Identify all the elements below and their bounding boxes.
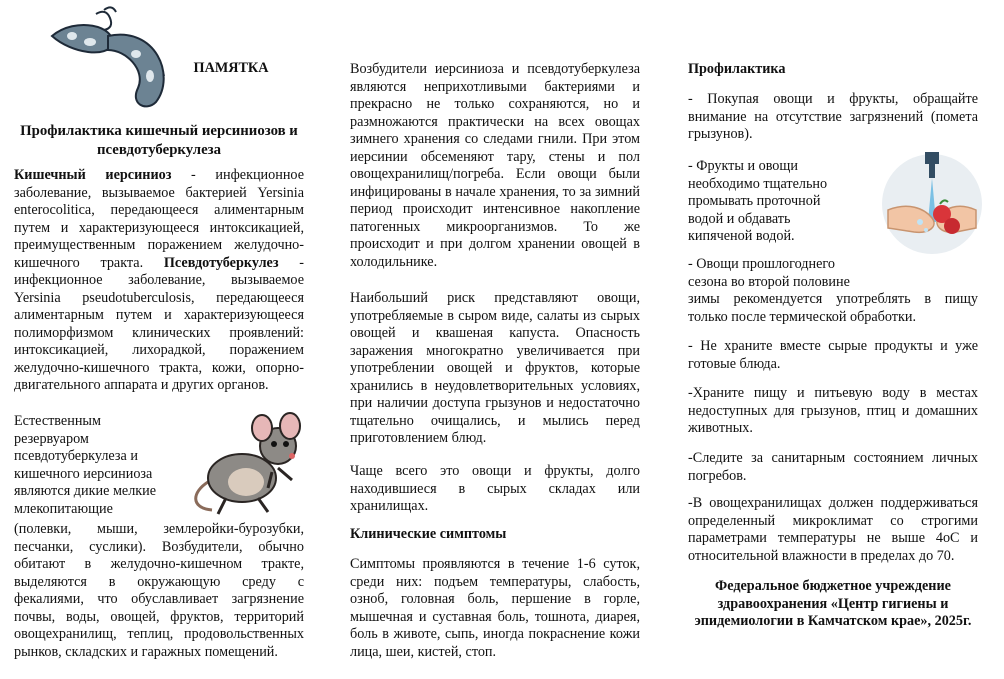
memo-title: ПАМЯТКА — [193, 60, 269, 76]
column-1 — [14, 0, 304, 679]
footer-institution: Федеральное бюджетное учреждение здравоохранения «Центр гигиены и эпидемиологии в Камчатском крае», 2025г. — [694, 578, 972, 629]
prevention-item-2: - Фрукты и овощи необходимо тщательно промывать проточной водой и обдавать кипяченой водой. — [688, 158, 828, 244]
prevention-item-3: - Овощи прошлогоднего сезона во второй половине зимы рекомендуется употреблять в пищу только после термической обработки. — [688, 256, 978, 325]
prevention-item-1: - Покупая овощи и фрукты, обращайте внимание на отсутствие загрязнений (помета грызунов). — [688, 91, 978, 142]
reservoir-paragraph: (полевки, мыши, землеройки-бурозубки, песчанки, суслики). Возбудители, обычно обитают в желудочно-кишечном тракте, выделяются в окружающую среду с фекалиями, что обуславливает загрязнение почвы, воды, овощей, фруктов, территорий овощехранилищ, теплиц, продовольственных рынков, складских и гаражных помещений. — [14, 521, 304, 660]
prevention-item-4: - Не храните вместе сырые продукты и уже готовые блюда. — [688, 338, 978, 372]
column-2 — [350, 0, 640, 679]
prevention-item-5: -Храните пищу и питьевую воду в местах недоступных для грызунов, птиц и домашних животных. — [688, 385, 978, 436]
main-title: Профилактика кишечный иерсиниозов и псевдотуберкулеза — [20, 123, 298, 158]
definitions-paragraph: Кишечный иерсиниоз - инфекционное заболевание, вызываемое бактерией Yersinia enterocolitica, передающееся алиментарным путем и характеризующееся интоксикацией, преимущественным поражением желудочно-кишечного тракта. Псевдотуберкулез - инфекционное заболевание, вызываемое Yersinia pseudotuberculosis, передающееся алиментарным путем и характеризующееся полиморфизмом клинических проявлений: интоксикацией, лихорадкой, поражением желудочно-кишечного тракта, кожи, опорно-двигательного аппарата и других органов. — [14, 167, 305, 393]
col2-paragraph-1: Возбудители иерсиниоза и псевдотуберкулеза являются неприхотливыми бактериями и прекрасно не только сохраняются, но и размножаются практически на всех овощах зимнего хранения со следами гнили. При этом иерсинии обсеменяют тару, стены и пол овощехранилищ/погреба. Если овощи были инфицированы в начале хранения, то за зимний период происходит интенсивное накопление патогенных микроорганизмов. То же происходит и при долгом хранении овощей в холодильнике. — [350, 61, 640, 270]
hand-washing-illustration — [880, 152, 984, 256]
prevention-heading: Профилактика — [688, 61, 786, 77]
prevention-item-7: -В овощехранилищах должен поддерживаться определенный микроклимат со строгими параметрами температуры не выше 4оС и относительной влажности в пределах до 70. — [688, 495, 978, 564]
definition-term-pseudotuberculosis: Псевдотуберкулез — [163, 254, 279, 271]
bacteria-icon — [46, 6, 186, 116]
definition-term-yersiniosis: Кишечный иерсиниоз — [14, 167, 172, 183]
rat-illustration — [188, 412, 308, 520]
symptoms-heading: Клинические симптомы — [350, 526, 507, 542]
prevention-item-6: -Следите за санитарным состоянием личных погребов. — [688, 450, 978, 484]
symptoms-paragraph: Симптомы проявляются в течение 1-6 суток, среди них: подъем температуры, слабость, озноб, головная боль, першение в горле, мышечная и суставная боль, тошнота, диарея, боль в животе, сыпь, иногда покраснение кожи лица, шеи, кистей, стоп. — [350, 556, 640, 660]
col2-paragraph-2: Наибольший риск представляют овощи, употребляемые в сыром виде, салаты из сырых овощей и квашеная капуста. Опасность заражения многократно увеличивается при употреблении овощей и фруктов, которые хранились в неудовлетворительных условиях, при наличии доступа грызунов и недостаточно тщательно очищались, и мылись перед приготовлением блюд. — [350, 290, 640, 446]
reservoir-intro: Естественным резервуаром псевдотуберкулеза и кишечного иерсиниоза являются дикие мелкие млекопитающие — [14, 413, 157, 517]
col2-paragraph-3: Чаще всего это овощи и фрукты, долго находившиеся в сырых складах или хранилищах. — [350, 463, 640, 514]
column-3 — [688, 0, 978, 679]
